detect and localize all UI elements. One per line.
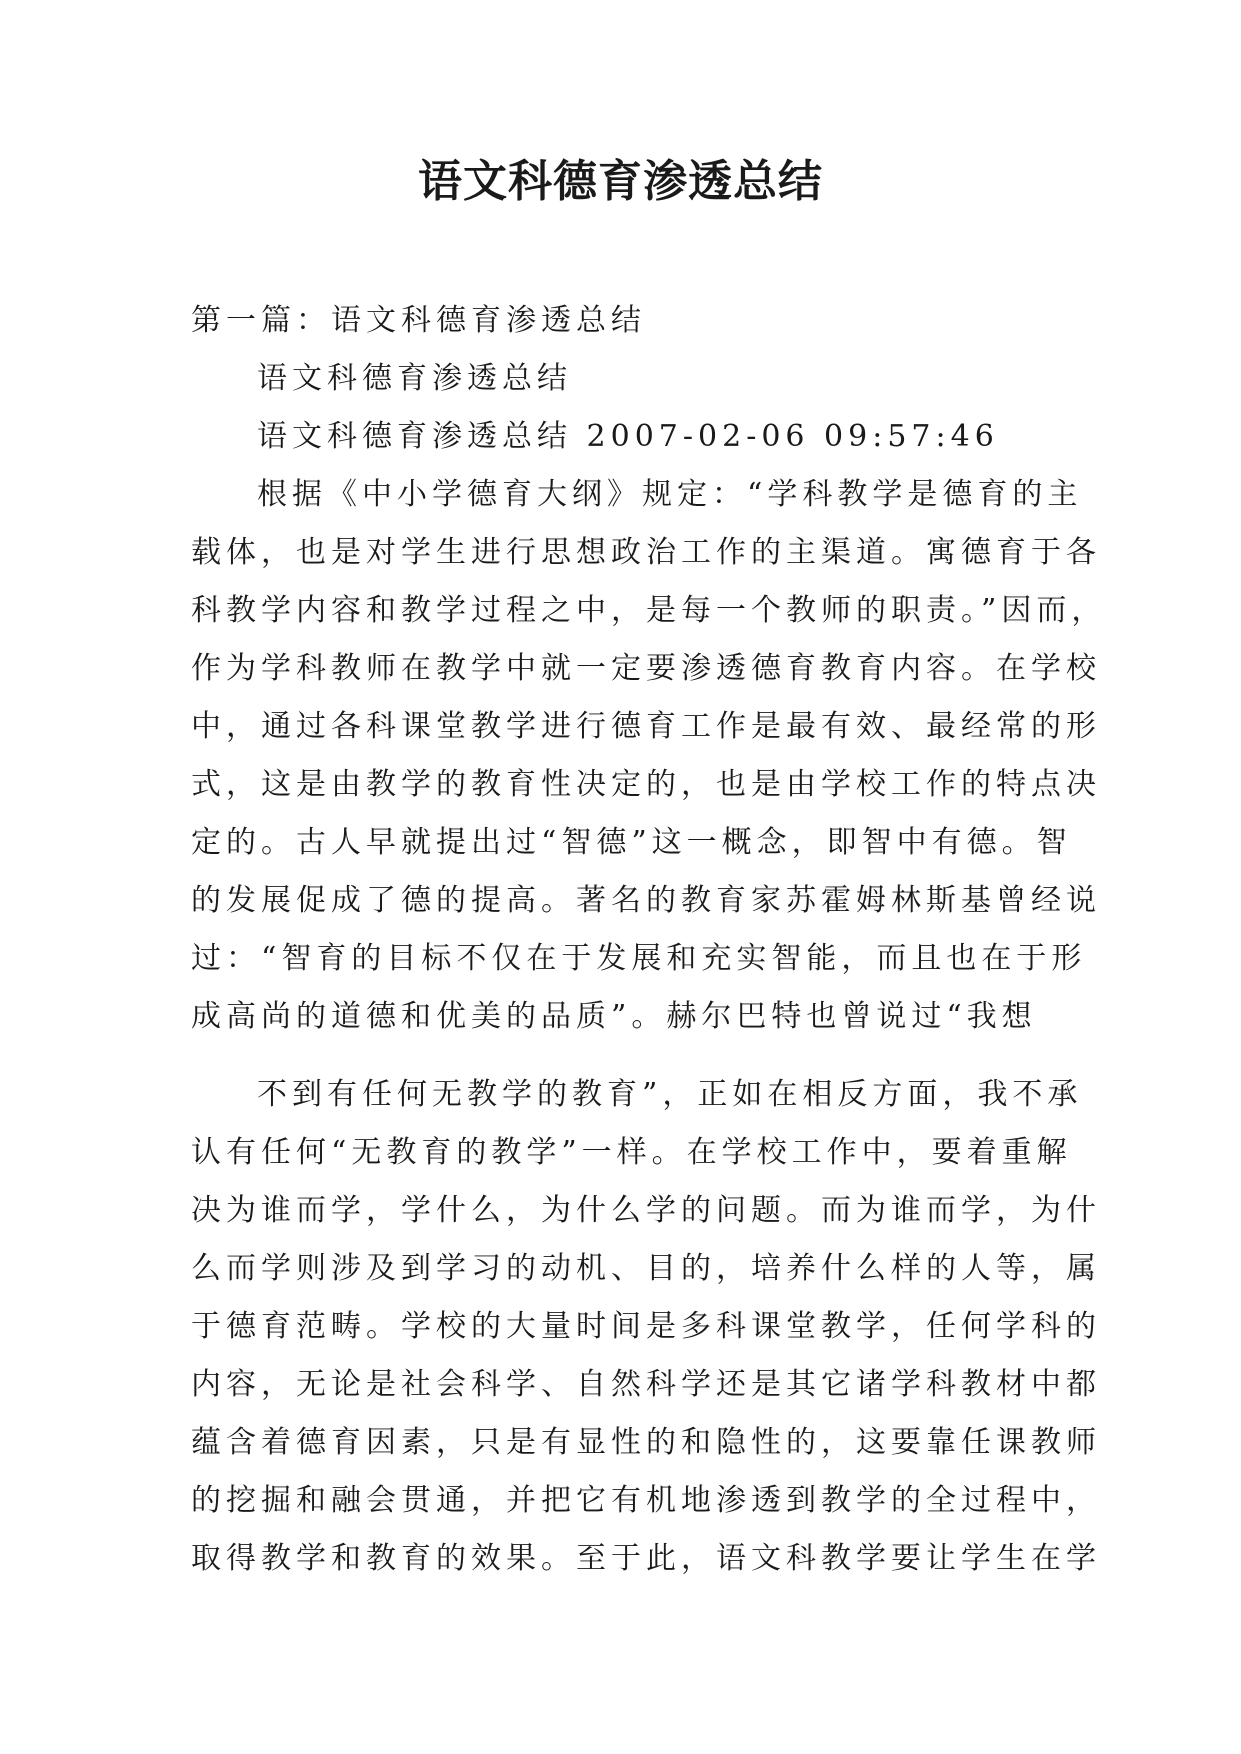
- document-body: [191, 292, 1107, 1588]
- paragraph-line: 中，通过各科课堂教学进行德育工作是最有效、最经常的形: [191, 709, 1101, 744]
- paragraph-line: 的挖掘和融会贯通，并把它有机地渗透到教学的全过程中，: [191, 1483, 1101, 1518]
- paragraph-line: 蕴含着德育因素，只是有显性的和隐性的，这要靠任课教师: [191, 1425, 1101, 1460]
- paragraph-line: 决为谁而学，学什么，为什么学的问题。而为谁而学，为什: [191, 1193, 1101, 1228]
- paragraph-line: 的发展促成了德的提高。著名的教育家苏霍姆林斯基曾经说: [191, 883, 1101, 918]
- paragraph-line: 根据《中小学德育大纲》规定：“学科教学是德育的主: [257, 477, 1083, 512]
- document-title: 语文科德育渗透总结: [418, 156, 823, 207]
- paragraph-line: 作为学科教师在教学中就一定要渗透德育教育内容。在学校: [191, 651, 1101, 686]
- paragraph-line: 于德育范畴。学校的大量时间是多科课堂教学，任何学科的: [191, 1309, 1101, 1344]
- paragraph-line: 认有任何“无教育的教学”一样。在学校工作中，要着重解: [191, 1135, 1072, 1170]
- paragraph-line: 不到有任何无教学的教育”，正如在相反方面，我不承: [257, 1077, 1083, 1112]
- section-title: 语文科德育渗透总结: [257, 361, 572, 396]
- paragraph-line: 科教学内容和教学过程之中，是每一个教师的职责。”因而，: [191, 593, 1107, 628]
- paragraph-gap: [191, 1046, 1071, 1066]
- paragraph-line: 定的。古人早就提出过“智德”这一概念，即智中有德。智: [191, 825, 1072, 860]
- paragraph-line: 么而学则涉及到学习的动机、目的，培养什么样的人等，属: [191, 1251, 1101, 1286]
- paragraph-line: 载体，也是对学生进行思想政治工作的主渠道。寓德育于各: [191, 535, 1101, 570]
- section-title-with-timestamp: 语文科德育渗透总结 2007-02-06 09:57:46: [257, 419, 999, 454]
- paragraph-line: 式，这是由教学的教育性决定的，也是由学校工作的特点决: [191, 767, 1101, 802]
- paragraph-line: 取得教学和教育的效果。至于此，语文科教学要让学生在学: [191, 1541, 1101, 1576]
- paragraph-line: 过：“智育的目标不仅在于发展和充实智能，而且也在于形: [191, 941, 1087, 976]
- paragraph-line: 成高尚的道德和优美的品质”。赫尔巴特也曾说过“我想: [191, 999, 1037, 1034]
- paragraph-line: 内容，无论是社会科学、自然科学还是其它诸学科教材中都: [191, 1367, 1101, 1402]
- chapter-heading: 第一篇：语文科德育渗透总结: [191, 303, 646, 338]
